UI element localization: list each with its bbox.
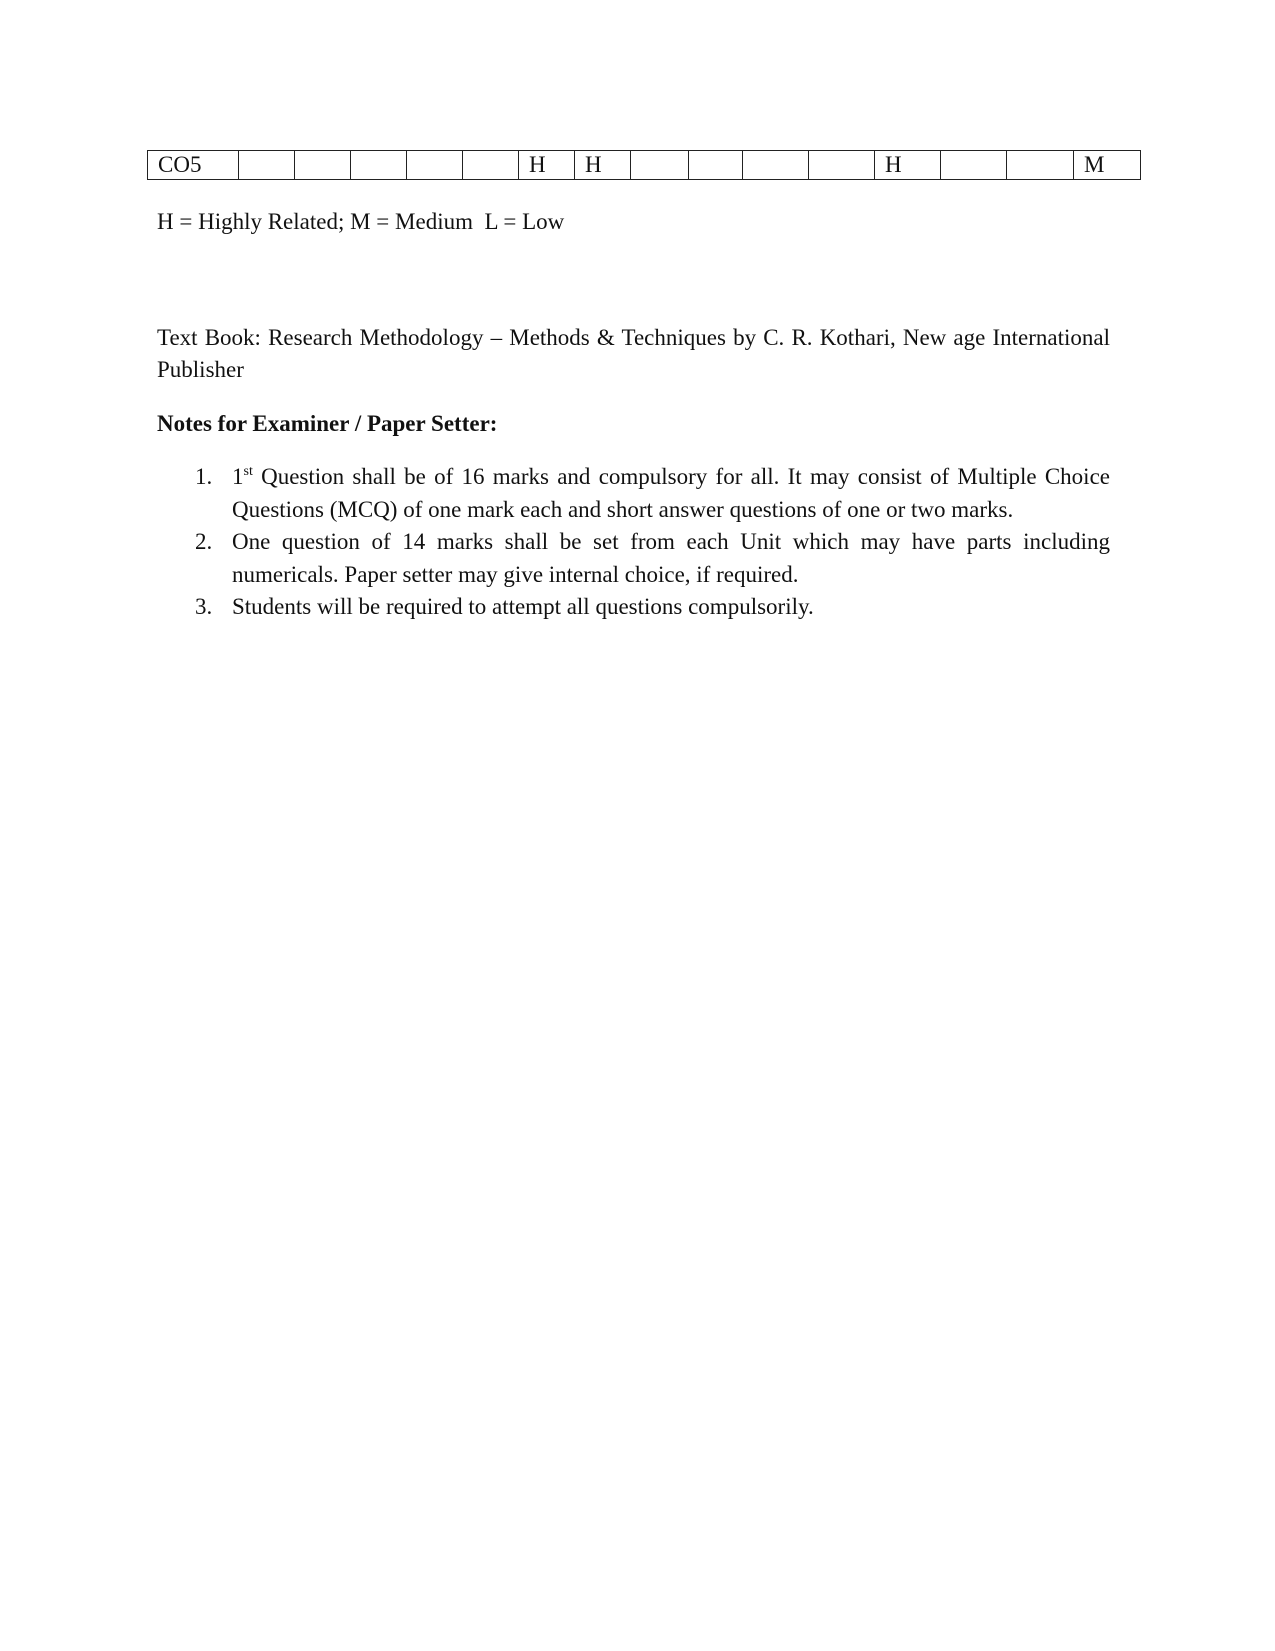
ordinal-suffix: st [243,464,253,479]
list-item-text: One question of 14 marks shall be set from each Unit which may have parts including numericals. Paper setter may give internal choice, if required. [232,529,1110,587]
textbook-reference: Text Book: Research Methodology – Methods & Techniques by C. R. Kothari, New age International Publisher [157,325,1110,382]
row-label-cell: CO5 [148,151,239,180]
mapping-cell [463,151,519,180]
list-item [157,526,1110,591]
mapping-legend: H = Highly Related; M = Medium L = Low [157,209,565,234]
mapping-cell: M [1074,151,1141,180]
mapping-cell [743,151,809,180]
mapping-cell [351,151,407,180]
mapping-cell [809,151,875,180]
mapping-cell [941,151,1007,180]
mapping-cell [407,151,463,180]
list-item-text: Students will be required to attempt all questions compulsorily. [232,594,814,619]
list-item-text: Question shall be of 16 marks and compulsory for all. It may consist of Multiple Choice Questions (MCQ) of one mark each and short answer questions of one or two marks. [232,464,1110,522]
mapping-cell [239,151,295,180]
mapping-cell [295,151,351,180]
list-item [157,461,1110,526]
mapping-cell [689,151,743,180]
ordinal-number: 1 [232,464,244,489]
mapping-cell: H [575,151,631,180]
list-item-number: 2. [195,529,213,554]
list-item-number: 1. [195,464,213,489]
list-item [157,591,1110,624]
mapping-cell: H [875,151,941,180]
notes-heading: Notes for Examiner / Paper Setter: [157,411,498,436]
table-row [148,151,1141,180]
list-item-number: 3. [195,594,213,619]
notes-list [157,461,1110,624]
mapping-cell [1007,151,1074,180]
mapping-cell [631,151,689,180]
mapping-cell: H [519,151,575,180]
co-po-mapping-table [147,150,1141,180]
